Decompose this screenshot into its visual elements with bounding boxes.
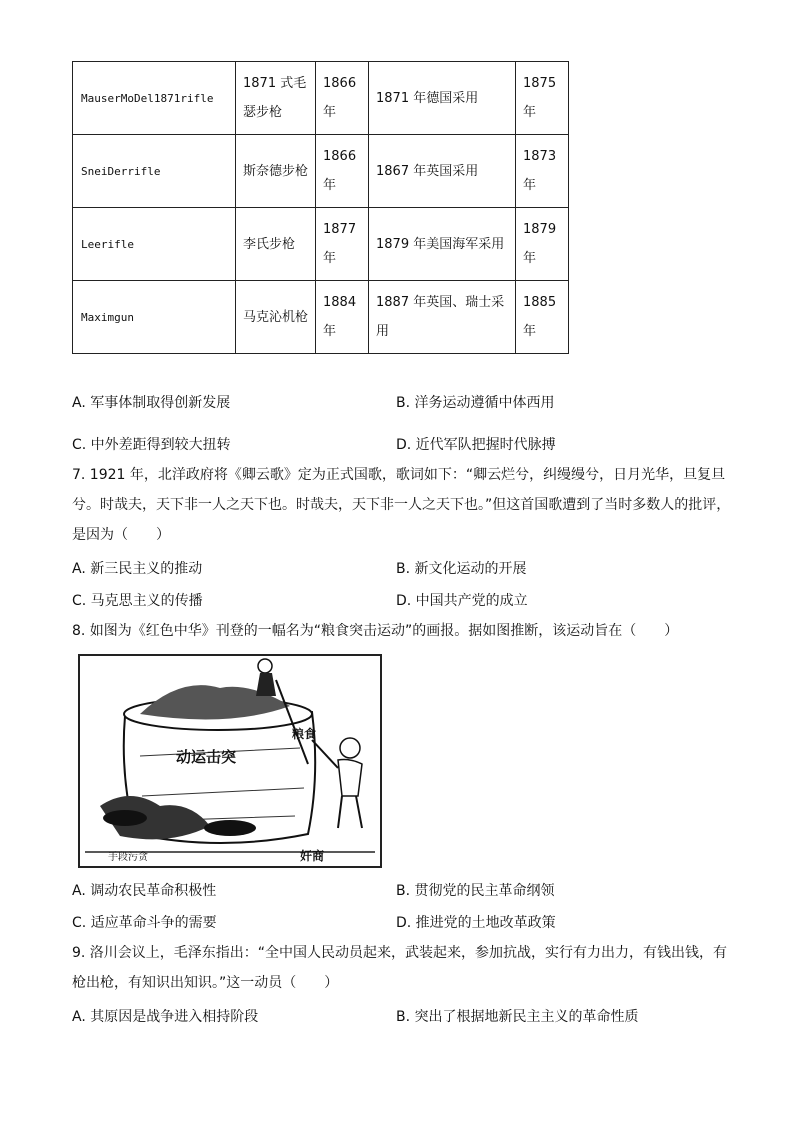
china-year-cell: 1875年 [516, 62, 569, 135]
q7-stem: 7. 1921 年，北洋政府将《卿云歌》定为正式国歌，歌词如下：“卿云烂兮，纠缦缦兮，日月光华，旦复旦兮。时哉夫，天下非一人之天下也。时哉夫，天下非一人之天下也。”但这首国歌遭到了当时多数人的批评，是因为（ ） [72, 467, 731, 543]
q8-stem: 8. 如图为《红色中华》刊登的一幅名为“粮食突击运动”的画报。据如图推断，该运动旨在（ ） [72, 623, 679, 639]
q7-option-a[interactable]: A. 新三民主义的推动 [72, 561, 203, 577]
bottom-left-label: 手段污贪 [108, 852, 148, 863]
invent-year-cell: 1884年 [316, 281, 369, 354]
rifle-name-cell: SneiDerrifle [73, 135, 236, 208]
rifle-name-cell: Maximgun [73, 281, 236, 354]
invent-year-cell: 1866年 [316, 62, 369, 135]
china-year-cell: 1885年 [516, 281, 569, 354]
rifle-cn-cell: 1871 式毛瑟步枪 [236, 62, 316, 135]
q8-option-a[interactable]: A. 调动农民革命积极性 [72, 883, 217, 899]
rifle-table [72, 61, 569, 354]
rifle-cn-cell: 李氏步枪 [236, 208, 316, 281]
invent-year-cell: 1866年 [316, 135, 369, 208]
adoption-cell: 1871 年德国采用 [369, 62, 516, 135]
sack-label: 粮食 [292, 727, 317, 741]
china-year-cell: 1873年 [516, 135, 569, 208]
campaign-banner: 动运击突 [176, 748, 237, 766]
bottom-right-label: 奸商 [300, 849, 325, 863]
rifle-name-cell: MauserMoDel1871rifle [73, 62, 236, 135]
q7-option-c[interactable]: C. 马克思主义的传播 [72, 593, 203, 609]
q8-option-b[interactable]: B. 贯彻党的民主革命纲领 [396, 883, 555, 899]
grain-campaign-illustration [80, 656, 380, 866]
q9-stem: 9. 洛川会议上，毛泽东指出：“全中国人民动员起来，武装起来，参加抗战，实行有力出力，有钱出钱，有枪出枪，有知识出知识。”这一动员（ ） [72, 945, 728, 991]
q6-option-d[interactable]: D. 近代军队把握时代脉搏 [396, 437, 556, 453]
poster-figure [78, 654, 382, 868]
q7-option-d[interactable]: D. 中国共产党的成立 [396, 593, 528, 609]
q8-option-d[interactable]: D. 推进党的土地改革政策 [396, 915, 556, 931]
rifle-cn-cell: 斯奈德步枪 [236, 135, 316, 208]
adoption-cell: 1867 年英国采用 [369, 135, 516, 208]
adoption-cell: 1887 年英国、瑞士采用 [369, 281, 516, 354]
table-row [73, 281, 569, 354]
invent-year-cell: 1877年 [316, 208, 369, 281]
rifle-cn-cell: 马克沁机枪 [236, 281, 316, 354]
q6-option-b[interactable]: B. 洋务运动遵循中体西用 [396, 395, 555, 411]
table-row [73, 208, 569, 281]
adoption-cell: 1879 年美国海军采用 [369, 208, 516, 281]
q9-option-a[interactable]: A. 其原因是战争进入相持阶段 [72, 1009, 259, 1025]
q6-option-c[interactable]: C. 中外差距得到较大扭转 [72, 437, 231, 453]
rifle-name-cell: Leerifle [73, 208, 236, 281]
q6-option-a[interactable]: A. 军事体制取得创新发展 [72, 395, 231, 411]
table-row [73, 62, 569, 135]
china-year-cell: 1879年 [516, 208, 569, 281]
q7-option-b[interactable]: B. 新文化运动的开展 [396, 561, 527, 577]
table-row [73, 135, 569, 208]
q9-option-b[interactable]: B. 突出了根据地新民主主义的革命性质 [396, 1009, 639, 1025]
q8-option-c[interactable]: C. 适应革命斗争的需要 [72, 915, 217, 931]
